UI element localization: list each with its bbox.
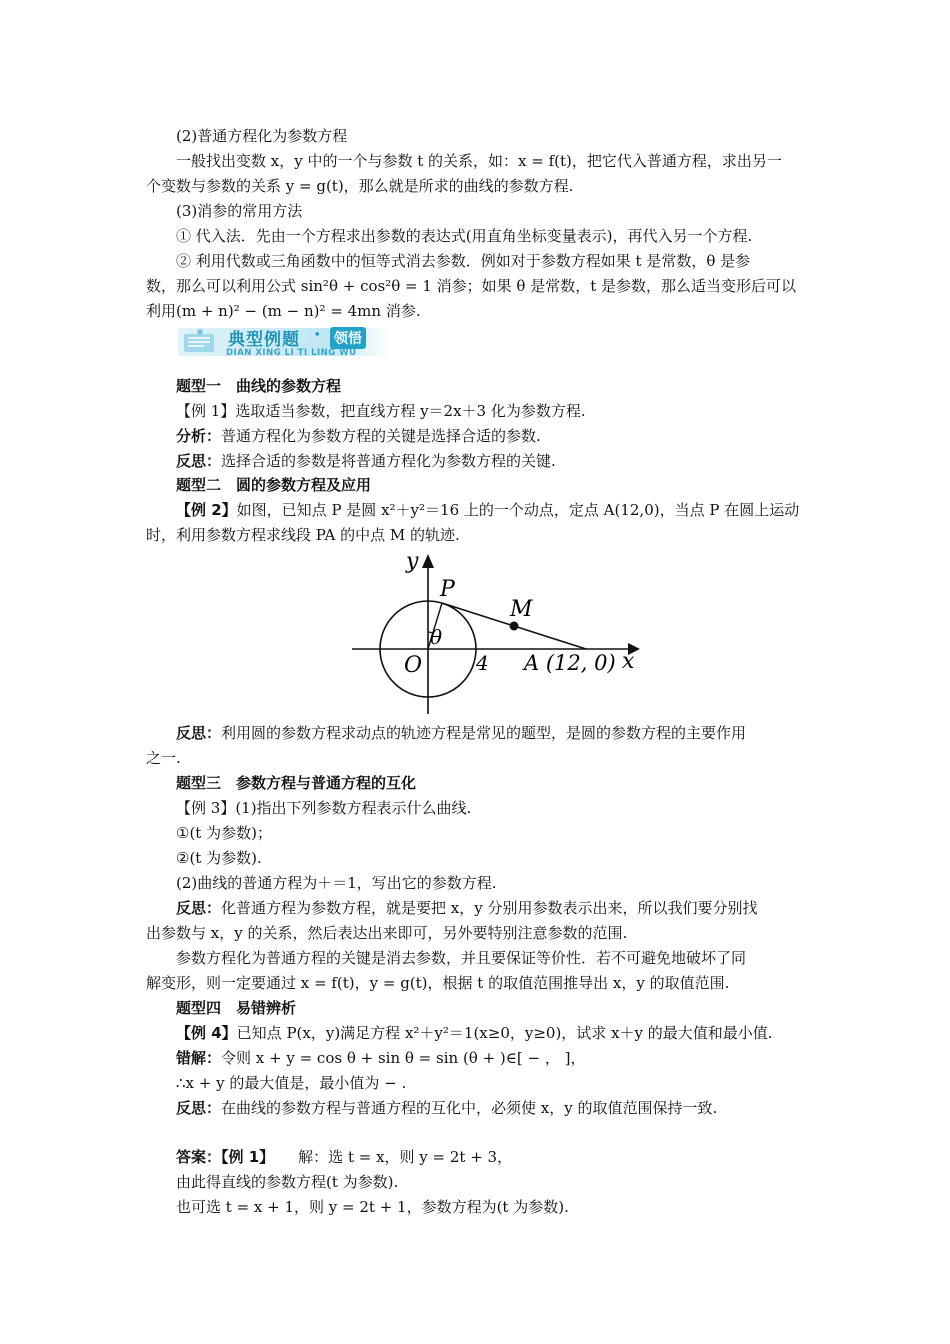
example-text: 如图，已知点 P 是圆 x²＋y²＝16 上的一个动点，定点 A(12,0)，当点 P 在圆上运动 [236, 501, 800, 519]
point-m-label: M [510, 597, 533, 622]
example-text: 已知点 P(x，y)满足方程 x²＋y²＝1(x≥0，y≥0)，试求 x＋y 的最大值和最小值. [236, 1024, 773, 1042]
analysis-text: 普通方程化为参数方程的关键是选择合适的参数. [221, 427, 541, 445]
answer-line: 也可选 t = x + 1，则 y = 2t + 1，参数方程为(t 为参数). [176, 1198, 569, 1216]
badge-title: 典型例题 [228, 330, 300, 350]
section-badge [178, 322, 392, 362]
example-label: 【例 1】 [176, 402, 236, 420]
reflection-text: 在曲线的参数方程与普通方程的互化中，必须使 x，y 的取值范围保持一致. [221, 1099, 718, 1117]
book-icon [180, 328, 220, 356]
answer-text: 解：选 t = x，则 y = 2t + 3， [298, 1148, 513, 1166]
analysis-label: 分析： [176, 427, 222, 445]
heading-type-2: 题型二 圆的参数方程及应用 [176, 476, 372, 494]
example-text: (1)指出下列参数方程表示什么曲线. [235, 799, 472, 817]
reflection-text: 选择合适的参数是将普通方程化为参数方程的关键. [221, 452, 556, 470]
list-item: (2)曲线的普通方程为＋＝1，写出它的参数方程. [176, 874, 497, 892]
radius-label: 4 [476, 651, 489, 675]
y-axis-arrow [422, 554, 434, 568]
paragraph-line: 利用(m + n)² − (m − n)² = 4mn 消参. [146, 302, 421, 320]
point-a-label: A (12, 0) [524, 651, 616, 675]
heading-type-1: 题型一 曲线的参数方程 [176, 377, 342, 395]
example-3 [176, 797, 810, 819]
reflection-text: 利用圆的参数方程求动点的轨迹方程是常见的题型，是圆的参数方程的主要作用 [221, 724, 747, 742]
x-axis-label: x [622, 649, 635, 674]
example-2 [176, 499, 810, 521]
paragraph-line: 个变数与参数的关系 y = g(t)，那么就是所求的曲线的参数方程. [146, 177, 574, 195]
theta-label: θ [430, 625, 443, 649]
reflection-label: 反思： [176, 452, 222, 470]
badge-tag: 领悟 [330, 327, 366, 349]
wrong-label: 错解： [176, 1049, 222, 1067]
reflection-label: 反思： [176, 724, 222, 742]
reflection-3 [176, 897, 810, 919]
list-item: ①(t 为参数)； [176, 824, 272, 842]
subheading-general-to-param: (2)普通方程化为参数方程 [176, 127, 348, 145]
example-label: 【例 2】 [176, 501, 237, 519]
paragraph-line: ∴x + y 的最大值是，最小值为 − . [176, 1074, 407, 1092]
reflection-label: 反思： [176, 1099, 222, 1117]
reflection-2 [176, 722, 810, 744]
wrong-solution [176, 1047, 810, 1069]
paragraph-line: 数，那么可以利用公式 sin²θ + cos²θ = 1 消参；如果 θ 是常数，t 是参数，那么适当变形后可以 [146, 277, 797, 295]
answer-block [176, 1146, 810, 1168]
paragraph-line: ① 代入法．先由一个方程求出参数的表达式(用直角坐标变量表示)，再代入另一个方程. [176, 227, 753, 245]
list-item: ②(t 为参数). [176, 849, 262, 867]
reflection-text: 化普通方程为参数方程，就是要把 x，y 分别用参数表示出来，所以我们要分别找 [221, 899, 758, 917]
paragraph-line: ② 利用代数或三角函数中的恒等式消去参数．例如对于参数方程如果 t 是常数，θ 是参 [176, 252, 751, 270]
example-label: 【例 3】 [176, 799, 236, 817]
point-p-label: P [440, 577, 455, 602]
paragraph-line: 解变形，则一定要通过 x = f(t)，y = g(t)，根据 t 的取值范围推导出 x，y 的取值范围. [146, 974, 730, 992]
paragraph-line: 参数方程化为普通方程的关键是消去参数，并且要保证等价性．若不可避免地破坏了同 [176, 949, 747, 967]
reflection-4 [176, 1097, 810, 1119]
y-axis-label: y [406, 549, 419, 574]
analysis-1 [176, 425, 810, 447]
example-4 [176, 1022, 810, 1044]
paragraph-line: 时，利用参数方程求线段 PA 的中点 M 的轨迹. [146, 526, 460, 544]
badge-pinyin: DIAN XING LI TI LING WU [226, 348, 357, 358]
paragraph-line: 一般找出变数 x，y 中的一个与参数 t 的关系，如：x = f(t)，把它代入普通方程，求出另一 [176, 152, 782, 170]
badge-dot: · [314, 325, 322, 345]
example-1 [176, 400, 810, 422]
example-text: 选取适当参数，把直线方程 y＝2x＋3 化为参数方程. [235, 402, 586, 420]
origin-label: O [404, 653, 423, 678]
heading-type-4: 题型四 易错辨析 [176, 999, 297, 1017]
circle-diagram [348, 542, 648, 717]
midpoint-m [510, 622, 519, 631]
subheading-elimination-methods: (3)消参的常用方法 [176, 202, 303, 220]
reflection-1 [176, 450, 810, 472]
example-label: 【例 4】 [176, 1024, 237, 1042]
wrong-text: 令则 x + y = cos θ + sin θ = sin (θ + )∈[ − ， ]， [221, 1049, 586, 1067]
answer-line: 由此得直线的参数方程(t 为参数). [176, 1173, 399, 1191]
heading-type-3: 题型三 参数方程与普通方程的互化 [176, 774, 417, 792]
reflection-label: 反思： [176, 899, 222, 917]
paragraph-line: 之一. [146, 749, 181, 767]
paragraph-line: 出参数与 x，y 的关系，然后表达出来即可，另外要特别注意参数的范围. [146, 924, 628, 942]
answer-label: 答案：【例 1】 [176, 1148, 275, 1166]
